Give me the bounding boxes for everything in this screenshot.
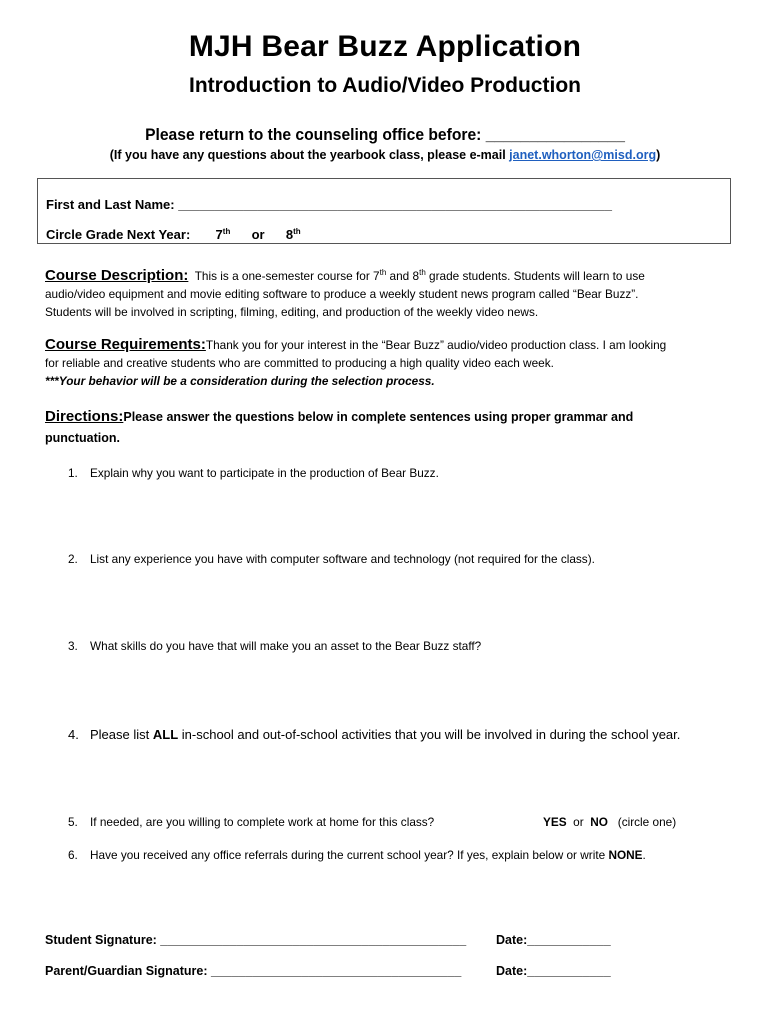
contact-suffix: ) bbox=[656, 148, 661, 162]
grade-row bbox=[46, 227, 301, 242]
question-5: 5. If needed, are you willing to complete work at home for this class? bbox=[68, 815, 435, 829]
question-1: 1. Explain why you want to participate in the production of Bear Buzz. bbox=[68, 466, 439, 480]
question-6: 6. Have you received any office referrals during the current school year? If yes, explain below or write NONE. bbox=[68, 848, 646, 862]
no-option[interactable]: NO bbox=[590, 815, 608, 829]
yes-no-choice: YES or NO (circle one) bbox=[543, 815, 677, 829]
course-description-line2: audio/video equipment and movie editing software to produce a weekly student news program called “Bear Buzz”. bbox=[45, 287, 639, 301]
parent-date-line[interactable]: Date:____________ bbox=[496, 964, 611, 978]
directions-heading: Directions: bbox=[45, 408, 124, 425]
course-requirements-line2: for reliable and creative students who are committed to producing a high quality video each week. bbox=[45, 356, 554, 370]
course-description-line3: Students will be involved in scripting, filming, editing, and production of the weekly video news. bbox=[45, 305, 539, 319]
page-title: MJH Bear Buzz Application bbox=[188, 30, 582, 63]
student-date-line[interactable]: Date:____________ bbox=[496, 933, 611, 947]
course-description: Course Description: This is a one-semester course for 7th and 8th grade students. Students will learn to use audio/video equipment and movie editing software to produce a weekly student news program called “Bear Buzz”. Students will be involved in scripting, filming, editing, and production of the weekly video news. bbox=[45, 264, 745, 321]
yes-option[interactable]: YES bbox=[543, 815, 567, 829]
grade-8-option[interactable]: 8th bbox=[285, 227, 301, 242]
grade-or: or bbox=[251, 227, 265, 242]
name-field[interactable]: First and Last Name: ____________________________________________________________ bbox=[46, 197, 612, 212]
grade-7-option[interactable]: 7th bbox=[215, 227, 231, 242]
question-2: 2. List any experience you have with computer software and technology (not required for the class). bbox=[68, 552, 595, 566]
email-link[interactable]: janet.whorton@misd.org bbox=[509, 148, 657, 162]
parent-signature-line[interactable]: Parent/Guardian Signature: ____________________________________ bbox=[45, 964, 462, 978]
page-subtitle: Introduction to Audio/Video Production bbox=[189, 74, 581, 97]
student-info-box bbox=[37, 178, 731, 244]
course-description-heading: Course Description: bbox=[45, 267, 189, 284]
course-requirements: Course Requirements:Thank you for your interest in the “Bear Buzz” audio/video production class. I am looking for reliable and creative students who are committed to producing a high quality video each week. ***Your behavior will be a consideration during the selection process. bbox=[45, 336, 745, 390]
behavior-note: ***Your behavior will be a consideration during the selection process. bbox=[45, 374, 435, 388]
return-deadline-line: Please return to the counseling office before: ________________ bbox=[145, 125, 625, 144]
contact-prefix: (If you have any questions about the yearbook class, please e-mail bbox=[109, 148, 510, 162]
course-requirements-heading: Course Requirements: bbox=[45, 336, 206, 353]
question-4: 4. Please list ALL in-school and out-of-school activities that you will be involved in during the school year. bbox=[68, 727, 681, 742]
contact-line bbox=[0, 148, 770, 162]
directions: Directions:Please answer the questions below in complete sentences using proper grammar and punctuation. bbox=[45, 406, 745, 449]
directions-line2: punctuation. bbox=[45, 431, 120, 445]
question-3: 3. What skills do you have that will make you an asset to the Bear Buzz staff? bbox=[68, 639, 482, 653]
grade-label: Circle Grade Next Year: bbox=[46, 227, 191, 242]
student-signature-line[interactable]: Student Signature: ____________________________________________ bbox=[45, 933, 467, 947]
